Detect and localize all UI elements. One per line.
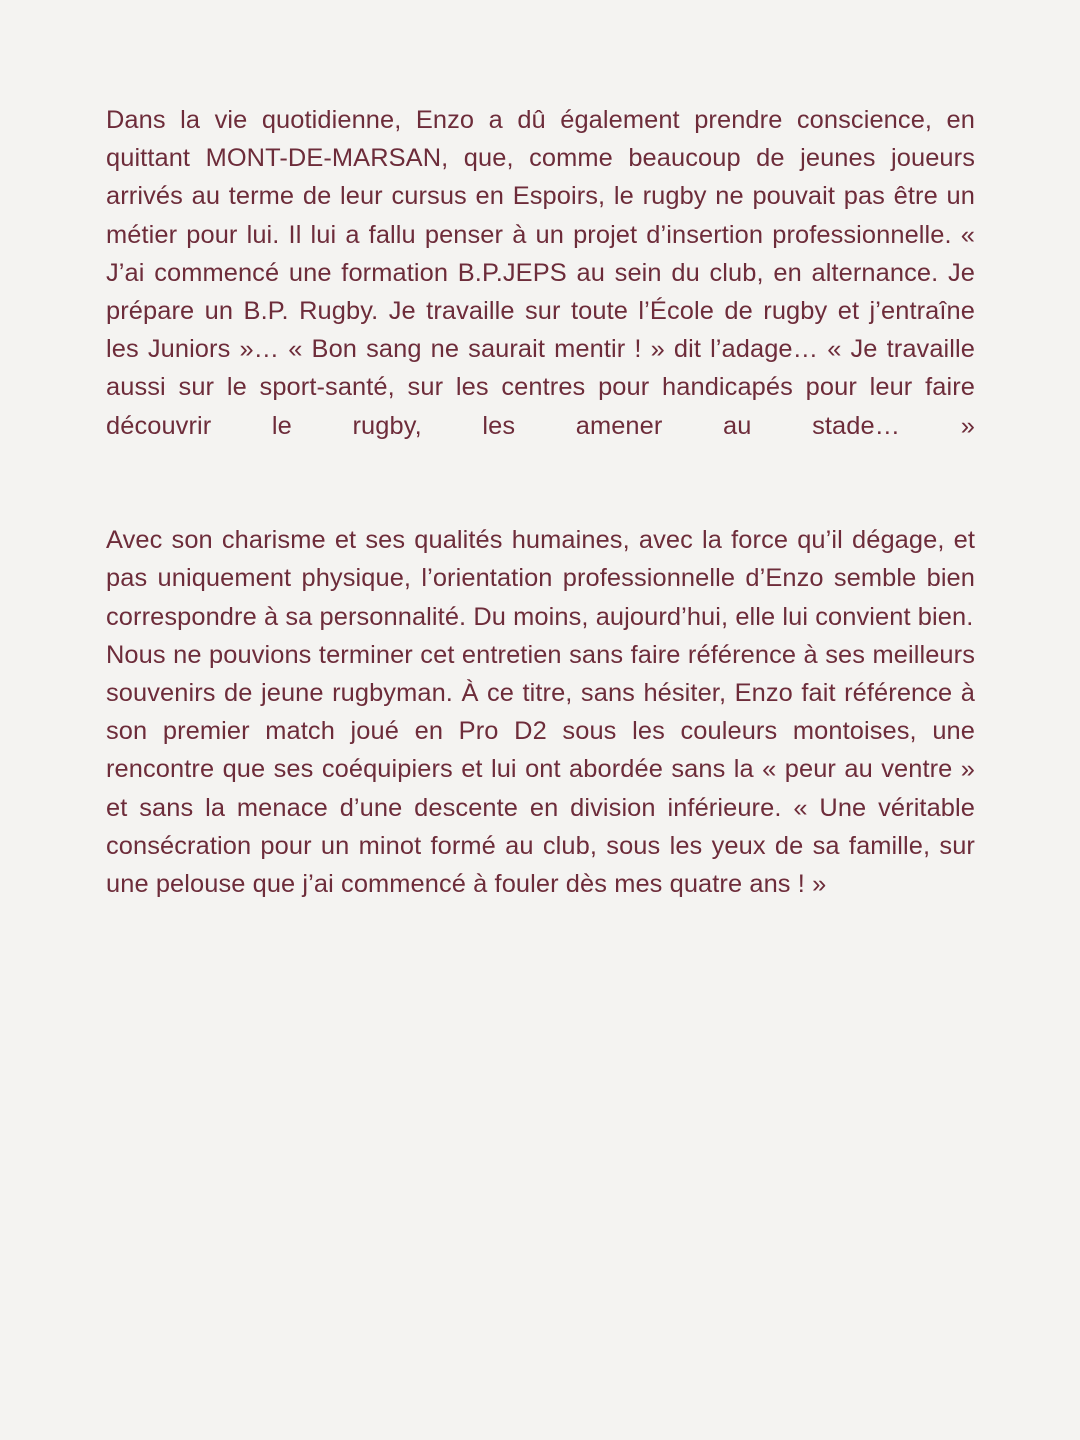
article-body xyxy=(106,101,975,941)
paragraph-2 xyxy=(106,521,975,941)
paragraph-2-line-1: Avec son charisme et ses qualités humaines, avec la force qu’il dégage, et pas uniquement physique, l’orientation professionnelle d’Enzo semble bien correspondre à sa personnalité. Du moins, aujourd’hui, elle lui convient bien. xyxy=(106,526,975,631)
paragraph-2-line-2: Nous ne pouvions terminer cet entretien sans faire référence à ses meilleurs souvenirs de jeune rugbyman. À ce titre, sans hésiter, Enzo fait référence à son premier match joué en Pro D2 sous les couleurs montoises, une rencontre que ses coéquipiers et lui ont abordée sans la « peur au ventre » et sans la menace d’une descente en division inférieure. « Une véritable consécration pour un minot formé au club, sous les yeux de sa famille, sur une pelouse que j’ai commencé à fouler dès mes quatre ans ! » xyxy=(106,640,975,899)
paragraph-1: Dans la vie quotidienne, Enzo a dû également prendre conscience, en quittant MONT-DE-MARSAN, que, comme beaucoup de jeunes joueurs arrivés au terme de leur cursus en Espoirs, le rugby ne pouvait pas être un métier pour lui. Il lui a fallu penser à un projet d’insertion professionnelle. « J’ai commencé une formation B.P.JEPS au sein du club, en alternance. Je prépare un B.P. Rugby. Je travaille sur toute l’École de rugby et j’entraîne les Juniors »… « Bon sang ne saurait mentir ! » dit l’adage… « Je travaille aussi sur le sport-santé, sur les centres pour handicapés pour leur faire découvrir le rugby, les amener au stade… » xyxy=(106,106,975,440)
